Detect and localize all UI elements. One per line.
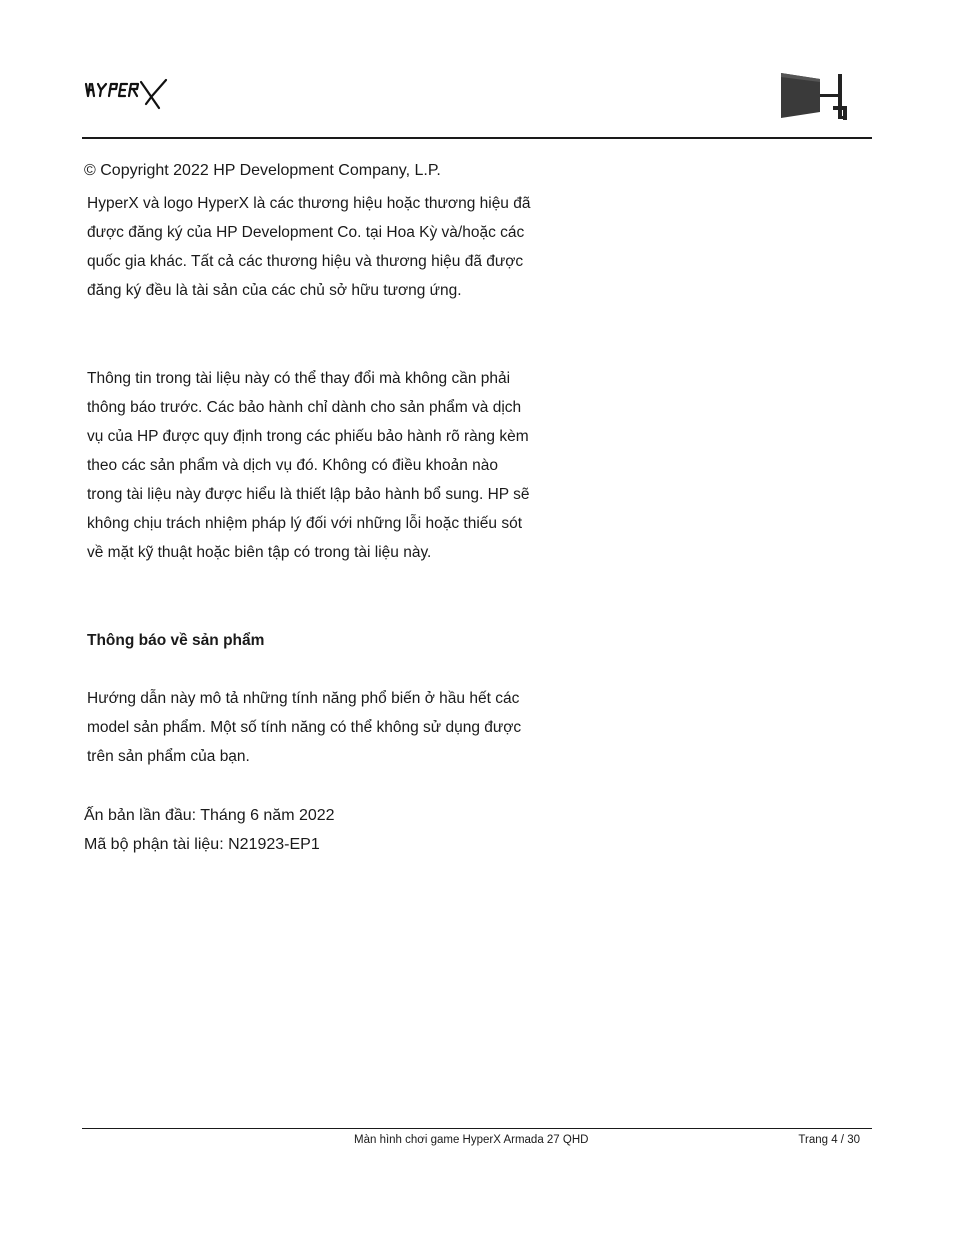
footer-page-number: Trang 4 / 30 xyxy=(798,1134,860,1146)
product-notice-paragraph: Hướng dẫn này mô tả những tính năng phổ biến ở hầu hết các model sản phẩm. Một số tính năng có thể không sử dụng được trên sản phẩm của bạn. xyxy=(87,690,522,765)
hyperx-logo xyxy=(84,78,182,112)
page-header xyxy=(0,0,954,140)
footer-divider xyxy=(82,1128,872,1129)
header-divider xyxy=(82,137,872,139)
part-number-line: Mã bộ phận tài liệu: N21923-EP1 xyxy=(84,836,320,853)
disclaimer-paragraph: Thông tin trong tài liệu này có thể thay đổi mà không cần phải thông báo trước. Các bảo hành chỉ dành cho sản phẩm và dịch vụ của HP được quy định trong các phiếu bảo hành rõ ràng kèm theo các sản phẩm và dịch vụ đó. Không có điều khoản nào trong tài liệu này được hiểu là thiết lập bảo hành bổ sung. HP sẽ không chịu trách nhiệm pháp lý đối với những lỗi hoặc thiếu sót về mặt kỹ thuật hoặc biên tập có trong tài liệu này. xyxy=(87,370,530,561)
product-notice-heading: Thông báo về sản phẩm xyxy=(87,632,265,649)
trademark-paragraph: HyperX và logo HyperX là các thương hiệu hoặc thương hiệu đã được đăng ký của HP Development Co. tại Hoa Kỳ và/hoặc các quốc gia khác. Tất cả các thương hiệu và thương hiệu đã được đăng ký đều là tài sản của các chủ sở hữu tương ứng. xyxy=(87,195,531,299)
edition-line: Ấn bản lần đầu: Tháng 6 năm 2022 xyxy=(84,807,335,824)
footer-document-title: Màn hình chơi game HyperX Armada 27 QHD xyxy=(354,1134,589,1146)
copyright-notice: © Copyright 2022 HP Development Company, L.P. xyxy=(84,162,441,179)
monitor-arm-mount-icon xyxy=(778,70,856,124)
